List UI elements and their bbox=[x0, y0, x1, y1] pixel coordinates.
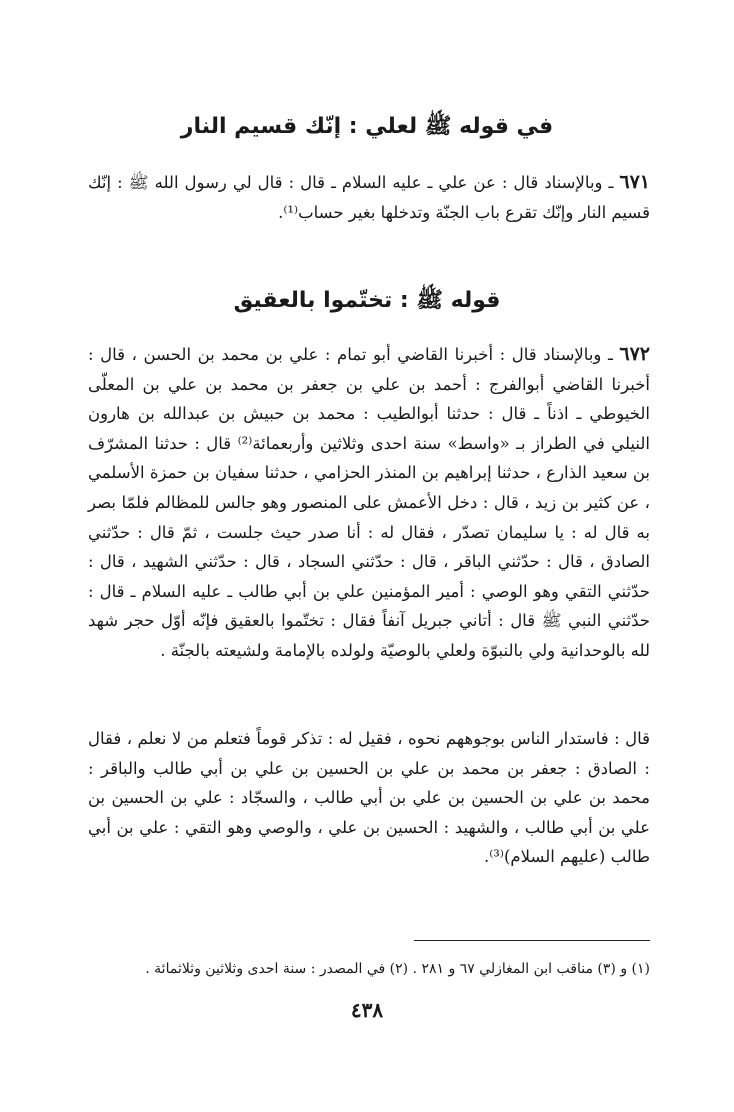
hadith-text-671: ـ وبالإسناد قال : عن علي ـ عليه السلام ـ قال : قال لي رسول الله ﷺ : إنّك قسيم النار وإنّك تقرع باب الجنّة وتدخلها بغير حساب⁽¹⁾. bbox=[88, 173, 650, 222]
hadith-672-continuation bbox=[88, 724, 650, 872]
footnote-divider bbox=[414, 940, 650, 941]
hadith-number-672: ٦٧٢ bbox=[619, 343, 650, 365]
hadith-672 bbox=[88, 340, 650, 666]
hadith-number-671: ٦٧١ bbox=[619, 171, 650, 193]
section-heading-1: في قوله ﷺ لعلي : إنّك قسيم النار bbox=[180, 114, 554, 139]
section-heading-2: قوله ﷺ : تختّموا بالعقيق bbox=[233, 288, 501, 313]
hadith-text-672: ـ وبالإسناد قال : أخبرنا القاضي أبو تمام : علي بن محمد بن الحسن ، قال : أخبرنا القاضي أبوالفرج : أحمد بن علي بن جعفر بن محمد بن علي بن المعلّى الخيوطي ـ اذناً ـ قال : حدثنا أبوالطيب : محمد بن حبيش بن عبدالله بن هارون النيلي في الطراز بـ «واسط» سنة احدى وثلاثين وأربعمائة⁽²⁾ قال : حدثنا المشرّف بن سعيد الذارع ، حدثنا إبراهيم بن المنذر الحزامي ، حدثنا سفيان بن حمزة الأسلمي ، عن كثير بن زيد ، قال : دخل الأعمش على المنصور وهو جالس للمظالم فلمّا بصر به قال له : يا سليمان تصدّر ، فقال له : أنا صدر حيث جلست ، ثمّ قال : حدّثني الصادق ، قال : حدّثني الباقر ، قال : حدّثني السجاد ، قال : حدّثني الشهيد ، قال : حدّثني التقي وهو الوصي : أمير المؤمنين علي بن أبي طالب ـ عليه السلام ـ قال : حدّثني النبي ﷺ قال : أتاني جبريل آنفاً فقال : تختّموا بالعقيق فإنّه أوّل حجر شهد لله بالوحدانية ولي بالنبوّة ولعلي بالوصيّة ولولده بالإمامة ولشيعته بالجنّة . bbox=[88, 345, 650, 660]
page-number: ٤٣٨ bbox=[350, 998, 384, 1022]
hadith-671 bbox=[88, 168, 650, 227]
footnotes: (١) و (٣) مناقب ابن المغازلي ٦٧ و ٢٨١ . (٢) في المصدر : سنة احدى وثلاثين وثلاثمائة . bbox=[145, 961, 650, 977]
continuation-paragraph: قال : فاستدار الناس بوجوههم نحوه ، فقيل له : تذكر قوماً فتعلم من لا نعلم ، فقال : الصادق : جعفر بن محمد بن علي بن الحسين بن علي بن أبي طالب والباقر : محمد بن علي بن الحسين بن علي بن أبي طالب ، والسجّاد : علي بن الحسين بن علي بن أبي طالب ، والشهيد : الحسين بن علي ، والوصي وهو التقي : علي بن أبي طالب (عليهم السلام)⁽³⁾. bbox=[88, 729, 650, 867]
